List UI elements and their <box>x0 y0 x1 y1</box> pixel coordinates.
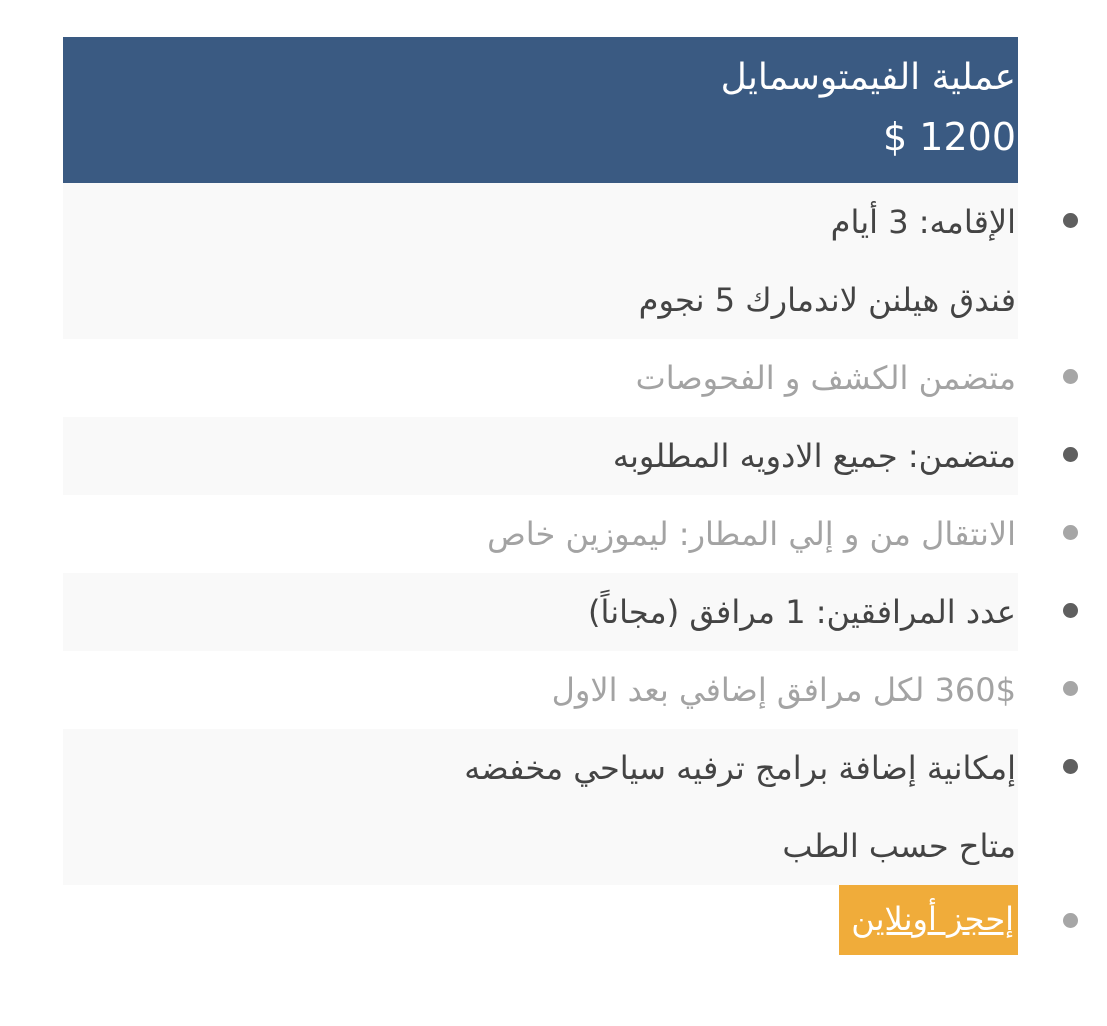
book-online-button[interactable]: إحجز أونلاين <box>839 885 1018 955</box>
feature-item-transfer <box>63 495 1018 573</box>
feature-text: عدد المرافقين: 1 مرافق (مجاناً) <box>588 593 1016 631</box>
feature-text: فندق هيلنن لاندمارك 5 نجوم <box>638 281 1016 319</box>
feature-text: متضمن: جميع الادويه المطلوبه <box>612 437 1016 475</box>
feature-text: الإقامه: 3 أيام <box>830 203 1016 241</box>
package-header <box>63 37 1018 183</box>
feature-item-companions <box>63 573 1018 651</box>
bullet-icon <box>1063 213 1078 228</box>
feature-item-tourism <box>63 729 1018 885</box>
feature-item-extra-companion <box>63 651 1018 729</box>
package-price: $ 1200 <box>883 115 1016 159</box>
bullet-icon <box>1063 913 1078 928</box>
book-row <box>63 885 1018 965</box>
bullet-icon <box>1063 759 1078 774</box>
bullet-icon <box>1063 369 1078 384</box>
feature-text: متضمن الكشف و الفحوصات <box>635 359 1016 397</box>
feature-item-exam <box>63 339 1018 417</box>
bullet-icon <box>1063 525 1078 540</box>
feature-text: متاح حسب الطب <box>782 827 1016 865</box>
package-title: عملية الفيمتوسمايل <box>720 57 1016 98</box>
feature-item-stay <box>63 183 1018 339</box>
feature-text: الانتقال من و إلي المطار: ليموزين خاص <box>487 515 1016 553</box>
bullet-icon <box>1063 603 1078 618</box>
bullet-icon <box>1063 681 1078 696</box>
feature-list <box>63 183 1018 885</box>
feature-text: 360$ لكل مرافق إضافي بعد الاول <box>551 671 1016 709</box>
feature-text: إمكانية إضافة برامج ترفيه سياحي مخفضه <box>464 749 1016 787</box>
bullet-icon <box>1063 447 1078 462</box>
package-card <box>63 37 1018 965</box>
feature-item-medication <box>63 417 1018 495</box>
